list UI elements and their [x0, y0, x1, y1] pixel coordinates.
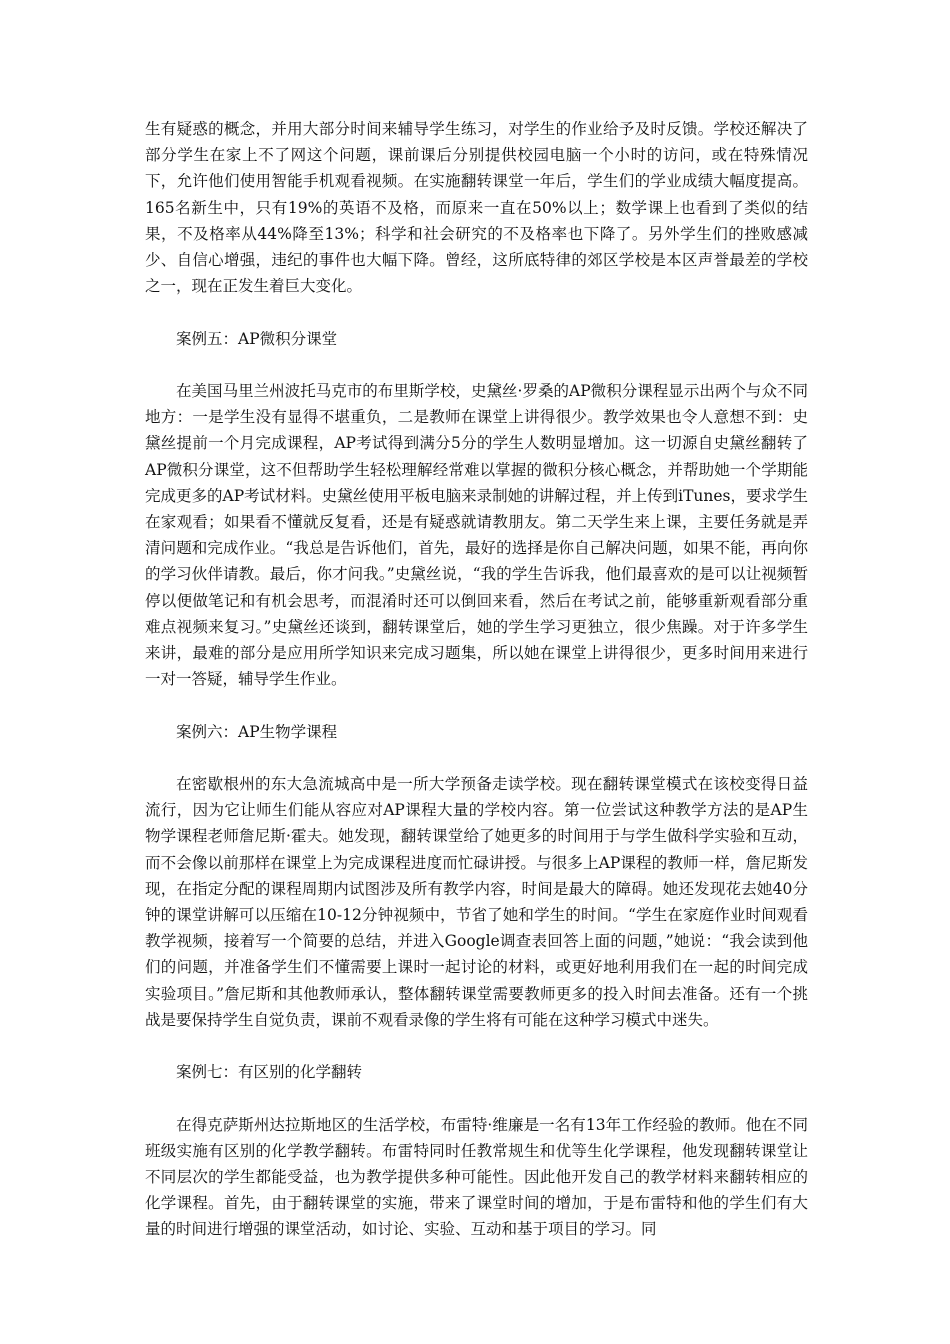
paragraph-case-7: 在得克萨斯州达拉斯地区的生活学校，布雷特·维廉是一名有13年工作经验的教师。他在不同班级实施有区别的化学教学翻转。布雷特同时任教常规生和优等生化学课程，他发现翻转课堂让不同层次的学生都能受益，也为教学提供多种可能性。因此他开发自己的教学材料来翻转相应的化学课程。首先，由于翻转课堂的实施，带来了课堂时间的增加，于是布雷特和他的学生们有大量的时间进行增强的课堂活动，如讨论、实验、互动和基于项目的学习。同	[145, 1115, 808, 1239]
paragraph-gap	[145, 352, 808, 378]
paragraph-case4-continuation: 生有疑惑的概念，并用大部分时间来辅导学生练习，对学生的作业给予及时反馈。学校还解决了部分学生在家上不了网这个问题，课前课后分别提供校园电脑一个小时的访问，或在特殊情况下，允许他们使用智能手机观看视频。在实施翻转课堂一年后，学生们的学业成绩大幅度提高。165名新生中，只有19%的英语不及格，而原来一直在50%以上；数学课上也看到了类似的结果，不及格率从44%降至13%；科学和社会研究的不及格率也下降了。另外学生们的挫败感减少、自信心增强，违纪的事件也大幅下降。曾经，这所底特律的郊区学校是本区声誉最差的学校之一，现在正发生着巨大变化。	[145, 120, 808, 296]
paragraph-gap	[145, 1033, 808, 1059]
paragraph-case-6: 在密歇根州的东大急流城高中是一所大学预备走读学校。现在翻转课堂模式在该校变得日益流行，因为它让师生们能从容应对AP课程大量的学校内容。第一位尝试这种教学方法的是AP生物学课程老师詹尼斯·霍夫。她发现，翻转课堂给了她更多的时间用于与学生做科学实验和互动，而不会像以前那样在课堂上为完成课程进度而忙碌讲授。与很多上AP课程的教师一样，詹尼斯发现，在指定分配的课程周期内试图涉及所有教学内容，时间是最大的障碍。她还发现花去她40分钟的课堂讲解可以压缩在10-12分钟视频中，节省了她和学生的时间。“学生在家庭作业时间观看教学视频，接着写一个简要的总结，并进入Google调查表回答上面的问题，”她说：“我会读到他们的问题，并准备学生们不懂需要上课时一起讨论的材料，或更好地利用我们在一起的时间完成实验项目。”詹尼斯和其他教师承认，整体翻转课堂需要教师更多的投入时间去准备。还有一个挑战是要保持学生自觉负责，课前不观看录像的学生将有可能在这种学习模式中迷失。	[145, 775, 808, 1029]
heading-case-7: 案例七：有区别的化学翻转	[176, 1063, 363, 1082]
document-page	[145, 116, 808, 1243]
heading-case-6: 案例六：AP生物学课程	[176, 722, 338, 741]
paragraph-gap	[145, 299, 808, 325]
paragraph-gap	[145, 692, 808, 718]
heading-case-5: 案例五：AP微积分课堂	[176, 329, 338, 348]
paragraph-gap	[145, 745, 808, 771]
paragraph-case-5: 在美国马里兰州波托马克市的布里斯学校，史黛丝·罗桑的AP微积分课程显示出两个与众不同地方：一是学生没有显得不堪重负，二是教师在课堂上讲得很少。教学效果也令人意想不到：史黛丝提前一个月完成课程，AP考试得到满分5分的学生人数明显增加。这一切源自史黛丝翻转了AP微积分课堂，这不但帮助学生轻松理解经常难以掌握的微积分核心概念，并帮助她一个学期能完成更多的AP考试材料。史黛丝使用平板电脑来录制她的讲解过程，并上传到iTunes，要求学生在家观看；如果看不懂就反复看，还是有疑惑就请教朋友。第二天学生来上课，主要任务就是弄清问题和完成作业。“我总是告诉他们，首先，最好的选择是你自己解决问题，如果不能，再向你的学习伙伴请教。最后，你才问我。”史黛丝说，“我的学生告诉我，他们最喜欢的是可以让视频暂停以便做笔记和有机会思考，而混淆时还可以倒回来看，然后在考试之前，能够重新观看部分重难点视频来复习。”史黛丝还谈到，翻转课堂后，她的学生学习更独立，很少焦躁。对于许多学生来讲，最难的部分是应用所学知识来完成习题集，所以她在课堂上讲得很少，更多时间用来进行一对一答疑，辅导学生作业。	[145, 382, 809, 689]
paragraph-gap	[145, 1085, 808, 1111]
